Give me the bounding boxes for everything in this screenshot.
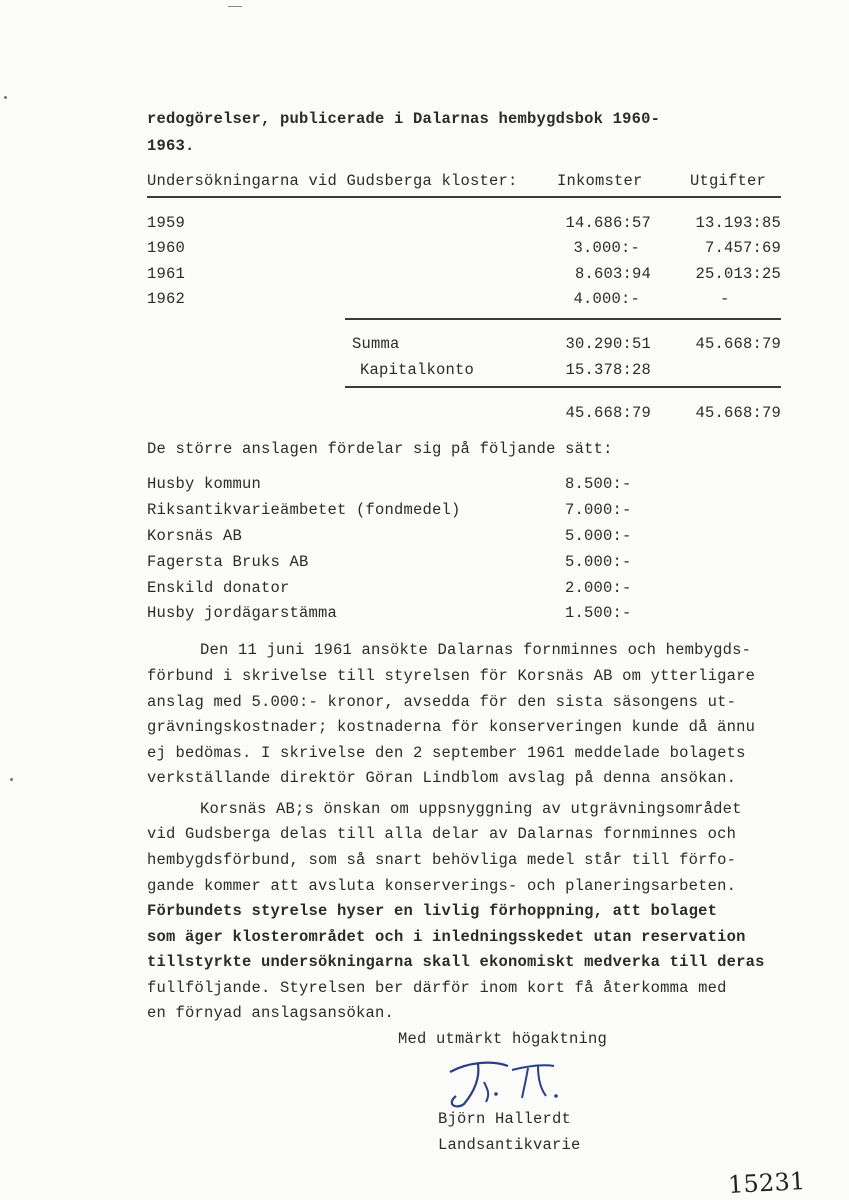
scan-dot xyxy=(4,96,7,99)
scan-mark xyxy=(228,6,242,7)
signatory-title: Landsantikvarie xyxy=(438,1136,581,1154)
row-income: 8.603:94 xyxy=(574,265,651,283)
sum-expense: 45.668:79 xyxy=(695,335,781,353)
paragraph-line: ej bedömas. I skrivelse den 2 september 1961 meddelade bolagets xyxy=(147,744,746,762)
paragraph-line: verkställande direktör Göran Lindblom avslag på denna ansökan. xyxy=(147,769,737,787)
paragraph-line: grävningskostnader; kostnaderna för konserveringen kunde då ännu xyxy=(147,718,756,736)
grant-name: Fagersta Bruks AB xyxy=(147,553,309,571)
paragraph-line: anslag med 5.000:- kronor, avsedda för den sista säsongens ut- xyxy=(147,693,737,711)
total-rule xyxy=(345,386,781,388)
row-income: 3.000:- xyxy=(573,239,640,257)
paragraph-line: en förnyad anslagsansökan. xyxy=(147,1004,395,1022)
row-income: 4.000:- xyxy=(573,290,640,308)
col-expense-header: Utgifter xyxy=(690,172,767,190)
paragraph-line: Den 11 juni 1961 ansökte Dalarnas fornminnes och hembygds- xyxy=(200,641,752,659)
paragraph-line: Förbundets styrelse hyser en livlig förhoppning, att bolaget xyxy=(147,902,718,920)
capital-income: 15.378:28 xyxy=(565,361,651,379)
row-year: 1960 xyxy=(147,239,186,257)
grant-amount: 1.500:- xyxy=(565,604,632,622)
paragraph-line: som äger klosterområdet och i inledningsskedet utan reservation xyxy=(147,928,746,946)
sum-rule xyxy=(345,318,781,320)
closing: Med utmärkt högaktning xyxy=(398,1030,608,1048)
capital-label: Kapitalkonto xyxy=(360,361,475,379)
paragraph-line: fullföljande. Styrelsen ber därför inom kort få återkomma med xyxy=(147,979,727,997)
intro-line-2: 1963. xyxy=(147,137,195,155)
col-income-header: Inkomster xyxy=(557,172,643,190)
total-expense: 45.668:79 xyxy=(695,404,781,422)
header-rule xyxy=(147,196,781,198)
handwritten-signature xyxy=(438,1052,568,1112)
paragraph-line: vid Gudsberga delas till alla delar av Dalarnas fornminnes och xyxy=(147,825,737,843)
paragraph-line: tillstyrkte undersökningarna skall ekonomiskt medverka till deras xyxy=(147,953,765,971)
signatory-name: Björn Hallerdt xyxy=(438,1110,572,1128)
row-income: 14.686:57 xyxy=(565,214,651,232)
grant-amount: 5.000:- xyxy=(565,553,632,571)
sum-label: Summa xyxy=(352,335,400,353)
grant-name: Riksantikvarieämbetet (fondmedel) xyxy=(147,501,461,519)
paragraph-line: förbund i skrivelse till styrelsen för Korsnäs AB om ytterligare xyxy=(147,667,756,685)
row-year: 1961 xyxy=(147,265,186,283)
row-expense: 13.193:85 xyxy=(695,214,781,232)
grant-name: Husby kommun xyxy=(147,475,262,493)
scan-dot xyxy=(10,778,13,781)
grant-amount: 7.000:- xyxy=(565,501,632,519)
row-expense: 7.457:69 xyxy=(704,239,781,257)
grant-amount: 2.000:- xyxy=(565,579,632,597)
row-expense: 25.013:25 xyxy=(695,265,781,283)
grant-amount: 8.500:- xyxy=(565,475,632,493)
page-number: 15231 xyxy=(727,1166,807,1200)
intro-line-1: redogörelser, publicerade i Dalarnas hembygdsbok 1960- xyxy=(147,110,661,128)
grant-name: Korsnäs AB xyxy=(147,527,243,545)
row-expense: - xyxy=(720,290,730,308)
grants-heading: De större anslagen fördelar sig på följande sätt: xyxy=(147,440,613,458)
grant-name: Husby jordägarstämma xyxy=(147,604,338,622)
paragraph-line: Korsnäs AB;s önskan om uppsnyggning av utgrävningsområdet xyxy=(200,800,742,818)
paragraph-line: gande kommer att avsluta konserverings- och planeringsarbeten. xyxy=(147,877,737,895)
grant-amount: 5.000:- xyxy=(565,527,632,545)
row-year: 1962 xyxy=(147,290,186,308)
table-heading: Undersökningarna vid Gudsberga kloster: xyxy=(147,172,518,190)
grant-name: Enskild donator xyxy=(147,579,290,597)
sum-income: 30.290:51 xyxy=(565,335,651,353)
total-income: 45.668:79 xyxy=(565,404,651,422)
paragraph-line: hembygdsförbund, som så snart behövliga medel står till förfo- xyxy=(147,851,737,869)
row-year: 1959 xyxy=(147,214,186,232)
